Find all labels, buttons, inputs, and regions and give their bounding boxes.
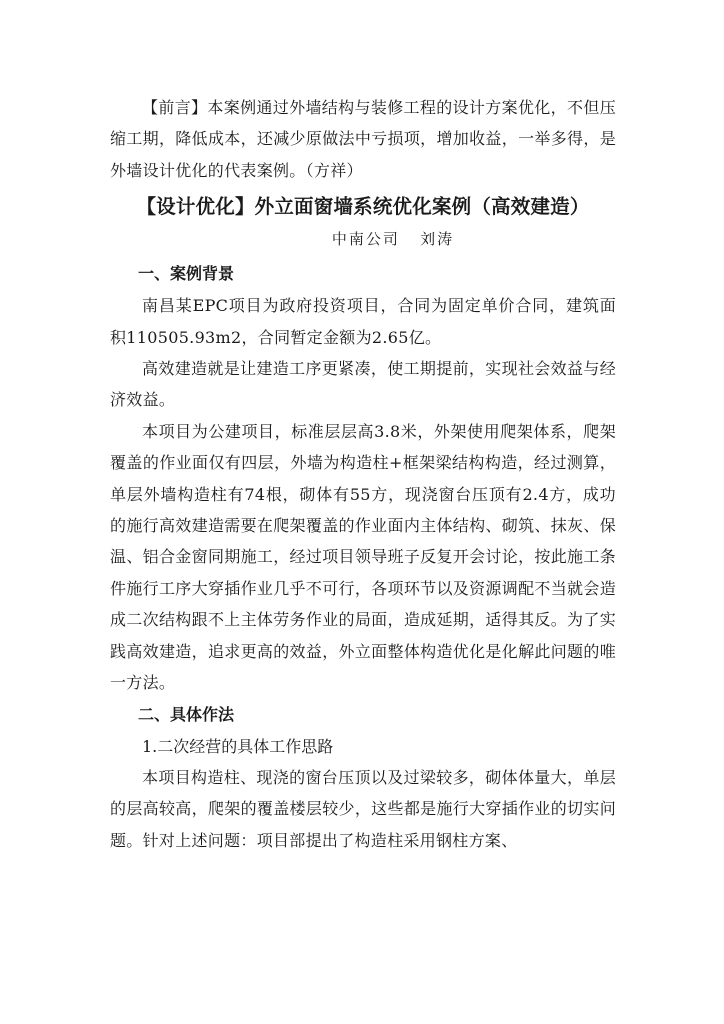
subsection-heading: 1.二次经营的具体工作思路 [142, 736, 334, 756]
body-paragraph: 本项目为公建项目，标准层层高3.8米，外架使用爬架体系，爬架覆盖的作业面仅有四层，外墙为构造柱+框架梁结构构造，经过测算，单层外墙构造柱有74根，砌体有55方，现浇窗台压顶有2.4方，成功的施行高效建造需要在爬架覆盖的作业面内主体结构、砌筑、抹灰、保温、铝合金窗同期施工，经过项目领导班子反复开会讨论，按此施工条件施行工序大穿插作业几乎不可行，各项环节以及资源调配不当就会造成二次结构跟不上主体劳务作业的局面，造成延期，适得其反。为了实践高效建造，追求更高的效益，外立面整体构造优化是化解此问题的唯一方法。 [110, 421, 616, 693]
section-heading-method: 二、具体作法 [138, 704, 235, 724]
body-paragraph: 南昌某EPC项目为政府投资项目，合同为固定单价合同，建筑面积110505.93m2，合同暂定金额为2.65亿。 [110, 296, 616, 347]
section-heading-background: 一、案例背景 [138, 264, 235, 284]
body-paragraph: 高效建造就是让建造工序更紧凑，使工期提前，实现社会效益与经济效益。 [110, 359, 616, 410]
foreword-paragraph: 【前言】本案例通过外墙结构与装修工程的设计方案优化，不但压缩工期，降低成本，还减少原做法中亏损项，增加收益，一举多得，是外墙设计优化的代表案例。（方祥） [110, 98, 616, 180]
document-page [110, 92, 616, 856]
author-byline: 中南公司 刘涛 [331, 230, 455, 249]
document-title: 【设计优化】外立面窗墙系统优化案例（高效建造） [136, 195, 590, 219]
body-paragraph: 本项目构造柱、现浇的窗台压顶以及过梁较多，砌体体量大，单层的层高较高，爬架的覆盖楼层较少，这些都是施行大穿插作业的切实问题。针对上述问题：项目部提出了构造柱采用钢柱方案、 [110, 767, 616, 850]
